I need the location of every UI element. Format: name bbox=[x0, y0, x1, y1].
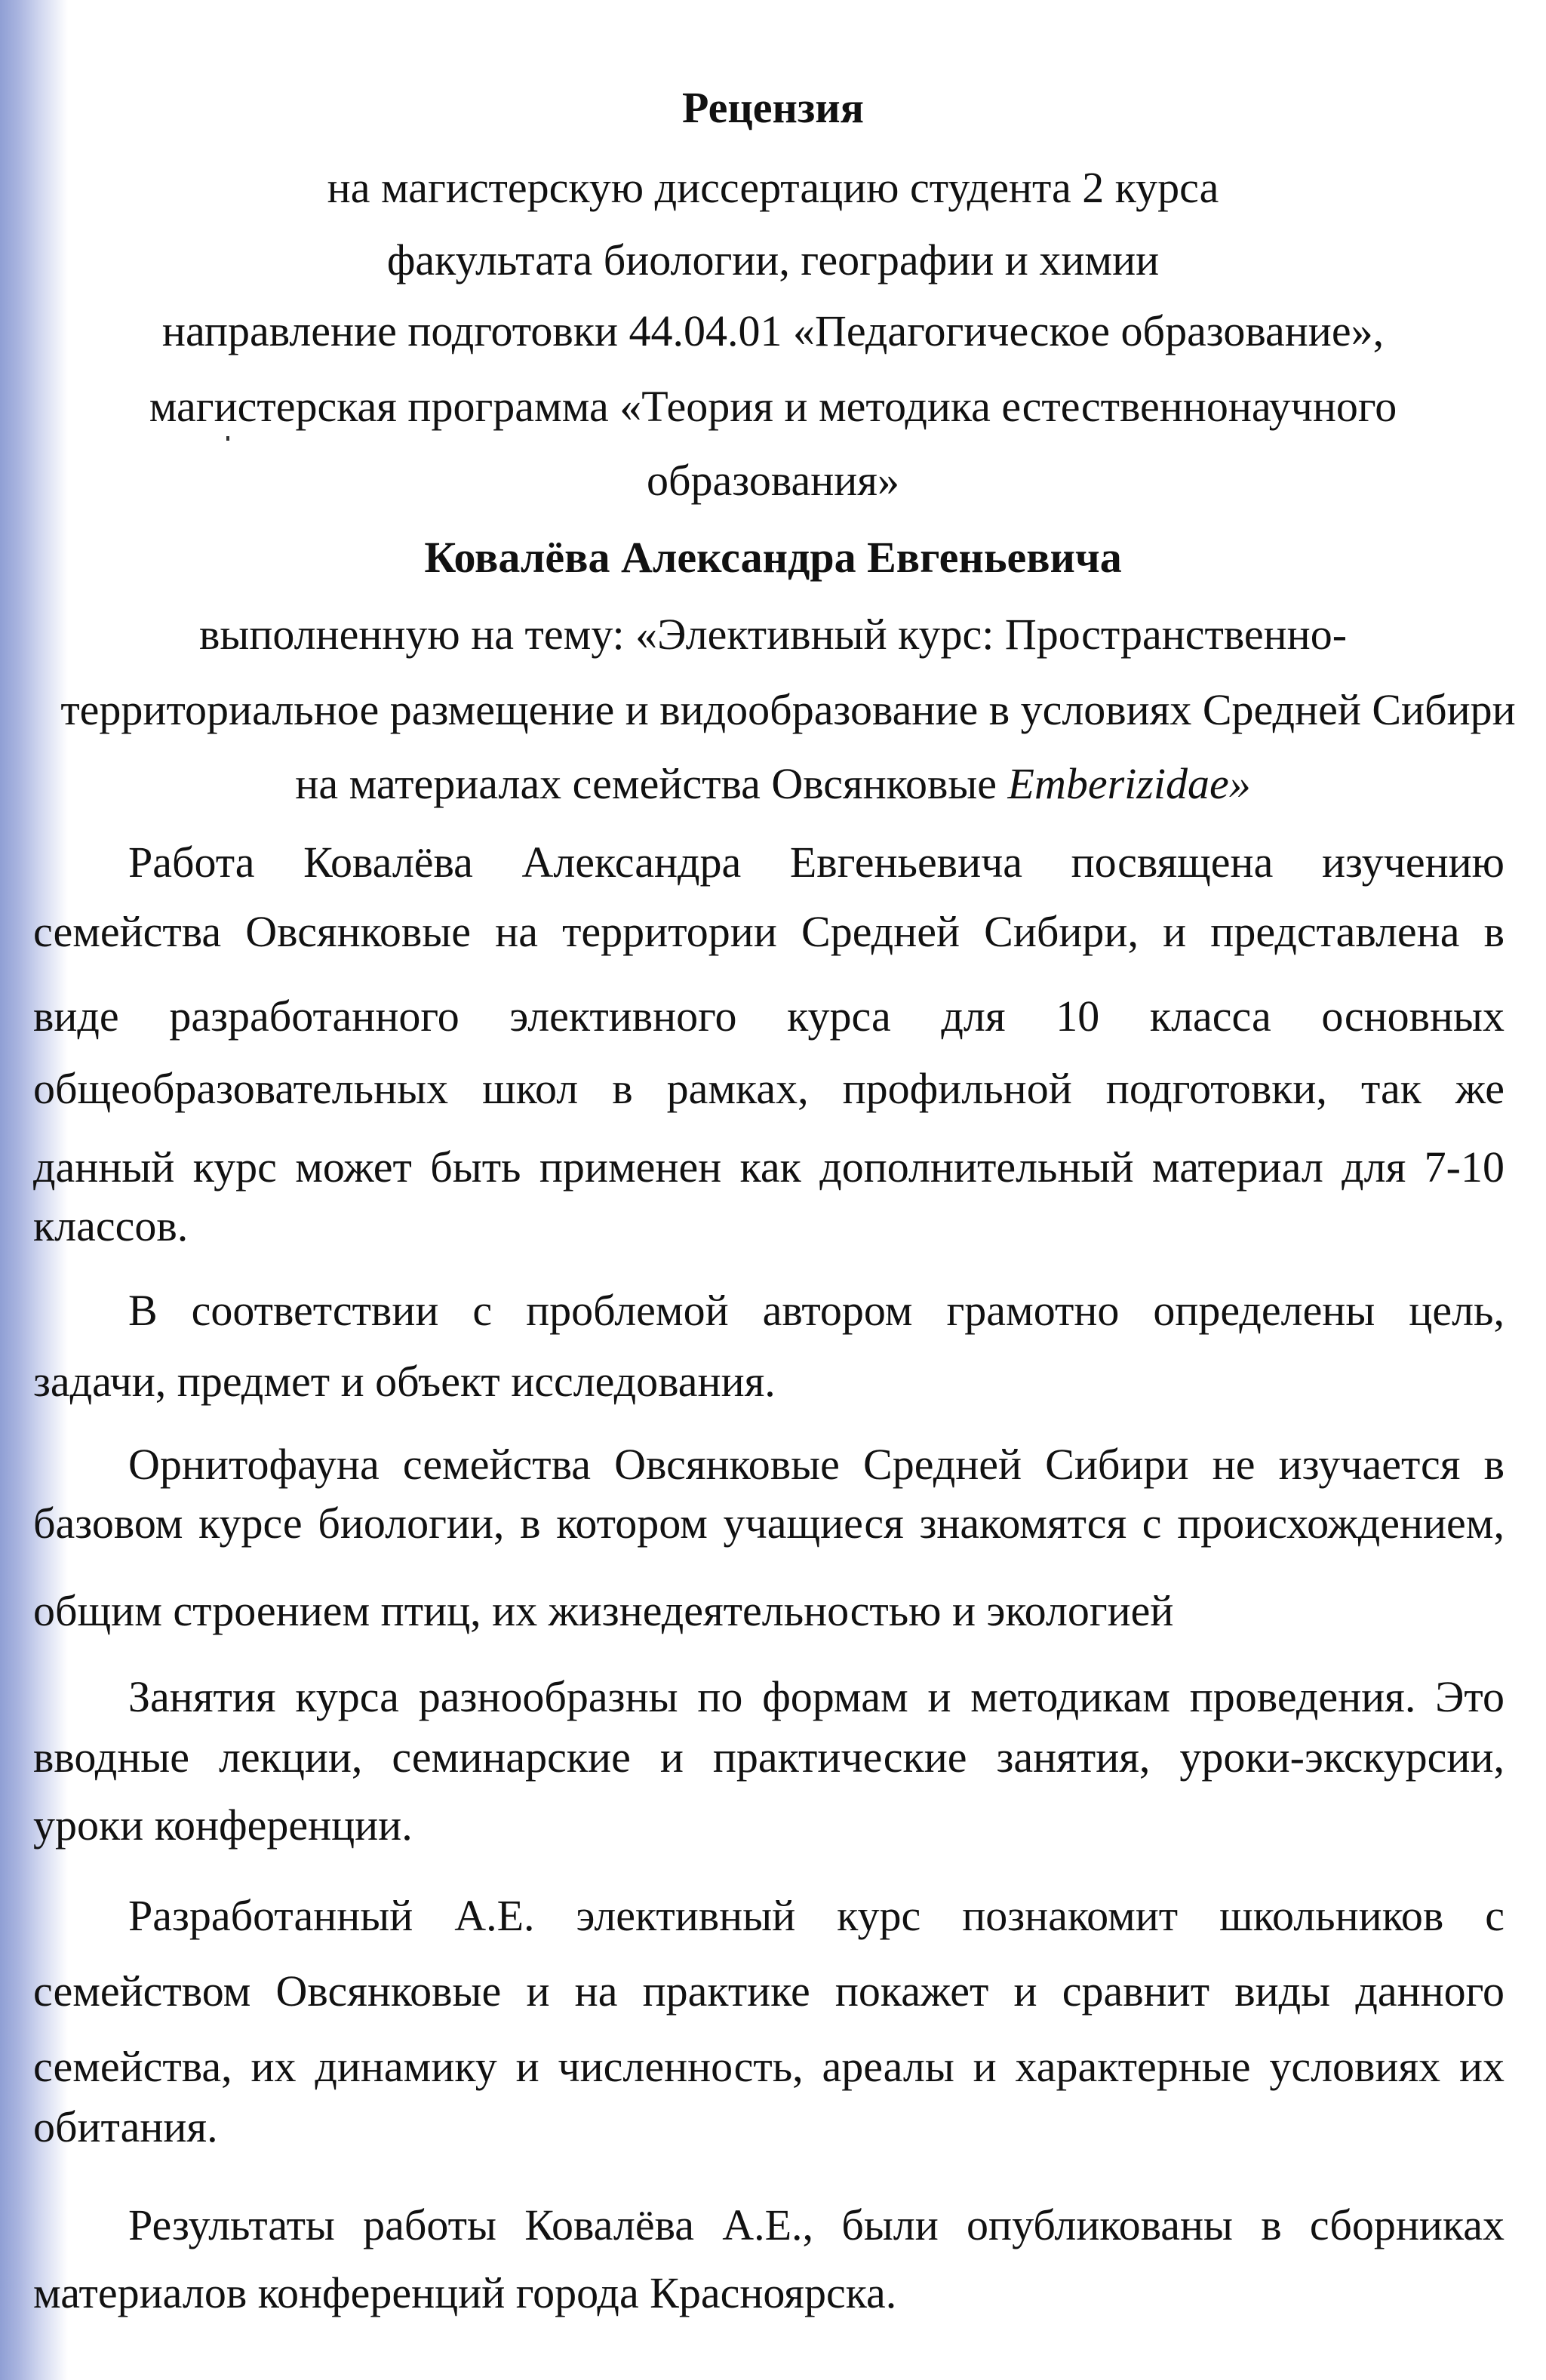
paragraph-line: Результаты работы Ковалёва А.Е., были опубликованы в сборниках bbox=[128, 2200, 1505, 2249]
paragraph-line: базовом курсе биологии, в котором учащиеся знакомятся с происхождением, bbox=[33, 1499, 1505, 1548]
paragraph-line: вводные лекции, семинарские и практические занятия, уроки-экскурсии, bbox=[33, 1733, 1505, 1782]
paragraph-line: виде разработанного элективного курса для 10 класса основных bbox=[33, 992, 1505, 1041]
header-line: факультата биологии, географии и химии bbox=[386, 235, 1160, 284]
paragraph-line: общеобразовательных школ в рамках, профильной подготовки, так же bbox=[33, 1064, 1505, 1113]
header-line: магистерская программа «Теория и методика естественнонаучного bbox=[149, 382, 1397, 431]
paragraph-line: семейством Овсянковые и на практике покажет и сравнит виды данного bbox=[33, 1966, 1505, 2016]
paragraph-line: материалов конференций города Красноярска. bbox=[33, 2268, 897, 2317]
document-title bbox=[0, 81, 1546, 134]
scan-speck bbox=[226, 436, 229, 441]
paragraph-line: задачи, предмет и объект исследования. bbox=[33, 1357, 776, 1406]
topic-text: на материалах семейства Овсянковые bbox=[295, 759, 997, 808]
paragraph-line: уроки конференции. bbox=[33, 1800, 413, 1850]
paragraph-line: общим строением птиц, их жизнедеятельностью и экологией bbox=[33, 1586, 1174, 1635]
paragraph-line: семейства Овсянковые на территории Средней Сибири, и представлена в bbox=[33, 907, 1505, 956]
paragraph-line: семейства, их динамику и численность, ареалы и характерные условиях их bbox=[33, 2042, 1505, 2091]
paragraph-line: данный курс может быть применен как дополнительный материал для 7-10 bbox=[33, 1142, 1505, 1192]
student-name-text: Ковалёва Александра Евгеньевича bbox=[424, 533, 1122, 582]
paragraph-line: Орнитофауна семейства Овсянковые Средней Сибири не изучается в bbox=[128, 1440, 1505, 1489]
student-name bbox=[0, 531, 1546, 584]
paragraph-line: классов. bbox=[33, 1201, 189, 1250]
topic-line: выполненную на тему: «Элективный курс: Пространственно- bbox=[198, 610, 1348, 659]
header-line: на магистерскую диссертацию студента 2 курса bbox=[327, 163, 1219, 212]
paragraph-line: Работа Ковалёва Александра Евгеньевича посвящена изучению bbox=[128, 838, 1505, 887]
topic-latin: Emberizidae» bbox=[1007, 759, 1251, 808]
header-line: направление подготовки 44.04.01 «Педагогическое образование», bbox=[161, 306, 1385, 355]
topic-line: территориальное размещение и видообразование в условиях Средней Сибири bbox=[60, 685, 1516, 734]
title-text: Рецензия bbox=[681, 83, 865, 132]
topic-line bbox=[0, 758, 1546, 810]
paragraph-line: В соответствии с проблемой автором грамотно определены цель, bbox=[128, 1286, 1505, 1335]
paragraph-line: Занятия курса разнообразны по формам и методикам проведения. Это bbox=[128, 1672, 1505, 1721]
paragraph-line: Разработанный А.Е. элективный курс познакомит школьников с bbox=[128, 1891, 1505, 1940]
paragraph-line: обитания. bbox=[33, 2102, 218, 2151]
header-line: образования» bbox=[647, 456, 899, 505]
